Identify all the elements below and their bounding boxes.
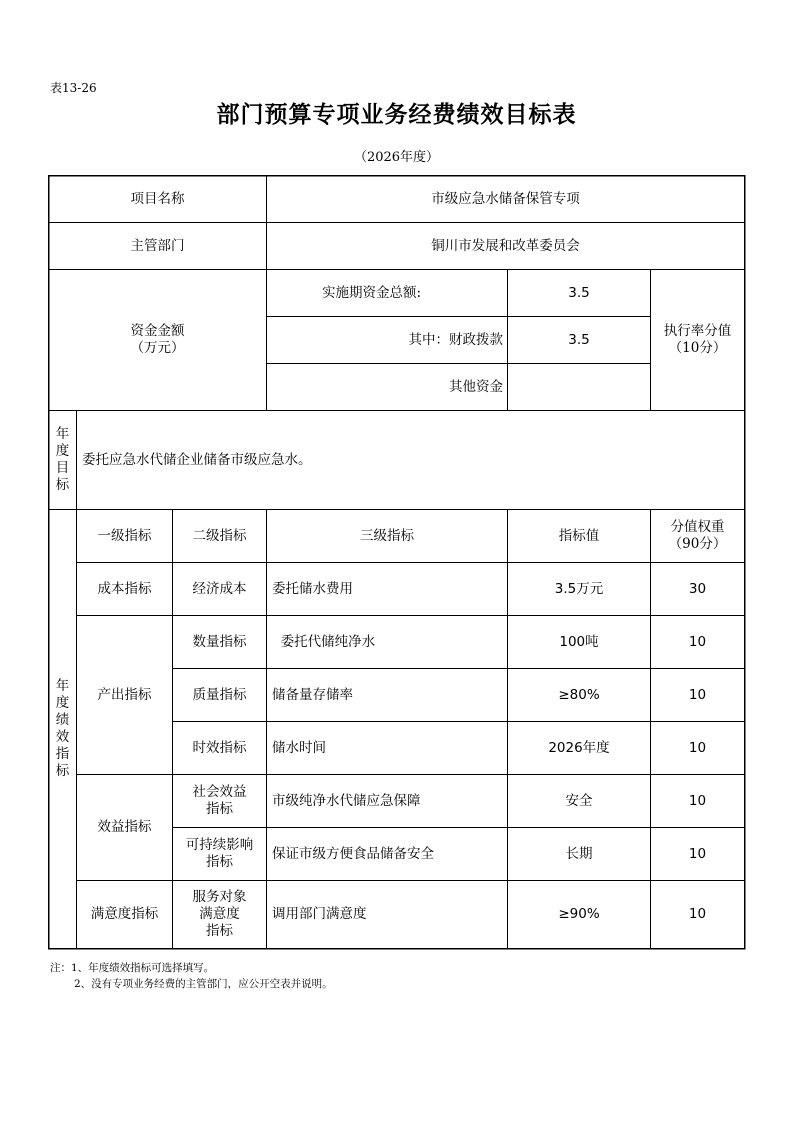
annual-goal-char: 目 [55,460,70,476]
row-value: 3.5万元 [554,580,604,597]
header-level1: 一级指标 [97,527,152,544]
side-label-char: 指 [55,746,70,762]
row-level2: 数量指标 [192,633,247,650]
row-level2 [173,881,266,948]
row-level3: 调用部门满意度 [272,906,367,922]
footnote-2: 2、没有专项业务经费的主管部门，应公开空表并说明。 [74,978,333,990]
document-year: （2026年度） [353,150,440,165]
other-funds-label: 其他资金 [449,378,503,395]
level1-benefit: 效益指标 [97,819,152,835]
row-value: 100吨 [559,633,599,650]
level1-cost: 成本指标 [97,580,152,597]
funds-label-line2: （万元） [130,340,185,356]
side-label-char: 标 [55,763,70,779]
row-level2 [173,828,266,880]
row-weight: 30 [688,580,707,597]
level2-line: 指标 [206,854,233,870]
side-label-char: 效 [55,729,70,745]
level2-line: 指标 [206,801,233,817]
rate-line2: （10分） [668,340,727,356]
row-value: 2026年度 [548,739,610,756]
row-value: 安全 [565,792,593,809]
project-name-label: 项目名称 [130,190,185,207]
row-level2: 时效指标 [192,739,247,756]
weight-line1: 分值权重 [670,519,725,535]
row-weight: 10 [688,739,707,756]
table-code: 表13-26 [50,81,97,95]
department-value: 铜川市发展和改革委员会 [431,237,580,254]
other-funds-value [508,364,650,410]
row-level3: 委托代储纯净水 [272,633,376,650]
fiscal-allocation-label: 其中：财政拨款 [408,331,503,348]
row-value: ≥80% [558,686,600,703]
row-level3: 保证市级方便食品储备安全 [272,845,434,862]
annual-goal-char: 标 [55,477,70,493]
row-level2: 质量指标 [192,686,247,703]
level2-line: 服务对象 [192,889,247,905]
level2-line: 可持续影响 [185,837,254,853]
rate-line1: 执行率分值 [663,323,732,339]
level1-satisfaction: 满意度指标 [90,906,159,922]
performance-indicators-label [49,510,76,948]
level2-line: 社会效益 [192,784,247,800]
row-weight: 10 [688,792,707,809]
footnote-1: 注：1、年度绩效指标可选择填写。 [50,962,215,974]
weight-line2: （90分） [668,536,727,552]
row-level2: 经济成本 [192,580,247,597]
annual-goal-text: 委托应急水代储企业储备市级应急水。 [82,451,312,468]
header-value: 指标值 [558,527,600,544]
row-level3: 储备量存储率 [272,686,353,703]
funds-label-line1: 资金金额 [130,323,185,339]
annual-goal-label [49,411,76,509]
row-value: 长期 [565,845,593,862]
header-weight [651,510,744,562]
project-name-value: 市级应急水储备保管专项 [431,190,580,207]
row-weight: 10 [688,906,707,922]
annual-goal-char: 度 [55,443,70,459]
total-funds-value: 3.5 [568,284,590,301]
execution-rate-score [651,270,744,410]
fiscal-allocation-value: 3.5 [568,331,590,348]
side-label-char: 度 [55,695,70,711]
row-weight: 10 [688,686,707,703]
level2-line: 指标 [206,923,233,939]
side-label-char: 年 [55,678,70,694]
header-level3: 三级指标 [360,527,414,544]
row-weight: 10 [688,633,707,650]
header-level2: 二级指标 [192,527,247,544]
document-title: 部门预算专项业务经费绩效目标表 [216,101,577,128]
annual-goal-char: 年 [55,426,70,442]
row-weight: 10 [688,845,707,862]
footnotes [50,960,333,992]
level1-output: 产出指标 [97,686,152,703]
side-label-char: 绩 [55,712,70,728]
row-level2 [173,775,266,827]
row-level3: 储水时间 [272,739,326,756]
funds-amount-label [49,270,266,410]
department-label: 主管部门 [130,237,185,254]
row-value: ≥90% [558,906,600,922]
total-funds-label: 实施期资金总额: [322,284,422,301]
row-level3: 委托储水费用 [272,580,353,597]
level2-line: 满意度 [199,906,240,922]
row-level3: 市级纯净水代储应急保障 [272,792,421,809]
